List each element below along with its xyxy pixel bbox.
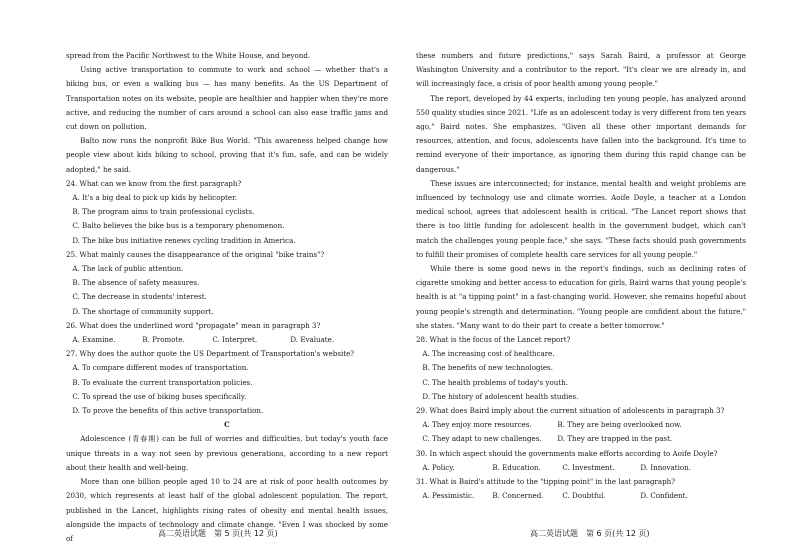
question-24: 24. What can we know from the first paragraph? [66,178,242,188]
options-row [416,432,746,446]
option: B. To evaluate the current transportation policies. [72,377,253,387]
options-row [416,461,746,475]
passage-b-paragraph: Using active transportation to commute to work and school — whether that's a biking bus, or even a walking bus — has many benefits. As the US Department of Transportation notes on its website, people are healthier and happier when they're more active, and reducing the number of cars around a school can also ease traffic jams and cut down on pollution. [66,65,388,132]
question-30: 30. In which aspect should the governments make efforts according to Aoife Doyle? [416,448,718,458]
option: B. The absence of safety measures. [72,278,200,288]
option: A. The lack of public attention. [72,264,184,274]
question-25: 25. What mainly causes the disappearance of the original "bike trains"? [66,249,325,259]
option: A. Examine. [72,335,116,345]
page-footer: 高二英语试题 第 6 页(共 12 页) [530,529,650,538]
option: C. Doubtful. [562,491,606,501]
option: B. Education. [492,462,541,472]
option: A. The increasing cost of healthcare. [422,349,555,359]
question-29: 29. What does Baird imply about the current situation of adolescents in paragraph 3? [416,406,725,416]
question-26: 26. What does the underlined word "propagate" mean in paragraph 3? [66,320,321,330]
option: D. Confident. [640,491,688,501]
option: D. To prove the benefits of this active transportation. [72,406,264,416]
option: D. Evaluate. [290,335,335,345]
page-footer: 高二英语试题 第 5 页(共 12 页) [158,529,278,538]
options-row [416,418,746,432]
option: B. The benefits of new technologies. [422,363,553,373]
option: C. They adapt to new challenges. [422,434,542,444]
option: D. They are trapped in the past. [557,434,673,444]
right-column [416,49,746,504]
option: B. Promote. [142,335,185,345]
left-column [66,49,388,546]
question-28: 28. What is the focus of the Lancet report? [416,335,571,345]
passage-c-paragraph: These issues are interconnected; for instance, mental health and weight problems are influenced by technology use and climate worries. Aoife Doyle, a teacher at a London medical school, agrees that adolescent health is critical. "The Lancet report shows that there is too little funding for adolescent health in the government budget, which can't match the challenges young people face," she says. "These facts should push governments to fulfill their promises of complete health care services for all young people." [416,178,746,259]
passage-c-paragraph: Adolescence (青春期) can be full of worries and difficulties, but today's youth face unique threats in a way not seen by previous generations, according to a new report about their health and well-being. [66,434,388,472]
option: C. The decrease in students' interest. [72,292,207,302]
option: B. The program aims to train professional cyclists. [72,207,255,217]
option: D. Innovation. [640,462,691,472]
option: A. Pessimistic. [422,491,475,501]
option: A. Policy. [422,462,455,472]
options-row [66,333,388,347]
option: C. Interpret. [212,335,258,345]
passage-c-continued: these numbers and future predictions," says Sarah Baird, a professor at George Washington University and a contributor to the report. "It's clear we are already in, and will increasingly face, a crisis of poor health among young people." [416,51,746,89]
option: A. It's a big deal to pick up kids by helicopter. [72,193,237,203]
option: C. Balto believes the bike bus is a temporary phenomenon. [72,221,285,231]
option: D. The shortage of community support. [72,306,214,316]
option: B. Concerned. [492,491,544,501]
question-31: 31. What is Baird's attitude to the "tipping point" in the last paragraph? [416,477,676,487]
section-heading-c: C [224,420,230,430]
option: B. They are being overlooked now. [557,420,682,430]
passage-b-paragraph: Balto now runs the nonprofit Bike Bus World. "This awareness helped change how people view about kids biking to school, proving that it's fun, safe, and can be widely adopted," he said. [66,136,388,174]
passage-c-paragraph: More than one billion people aged 10 to 24 are at risk of poor health outcomes by 2030, which represents at least half of the global adolescent population. The report, published in the Lancet, highlights rising rates of obesity and mental health issues, alongside the impacts of technology and climate change. "Even I was shocked by some of [66,477,388,543]
option: D. The history of adolescent health studies. [422,391,579,401]
option: C. The health problems of today's youth. [422,377,569,387]
question-27: 27. Why does the author quote the US Department of Transportation's website? [66,349,355,359]
passage-b-end: spread from the Pacific Northwest to the White House, and beyond. [66,51,311,60]
passage-c-paragraph: While there is some good news in the report's findings, such as declining rates of cigarette smoking and better access to education for girls, Baird warns that young people's health is at "a tipping point" in a fast-changing world. However, she remains hopeful about young people's strength and determination. "Young people are confident about the future," she states. "Many want to do their part to create a better tomorrow." [416,264,747,330]
exam-page-6 [400,0,800,558]
passage-c-paragraph: The report, developed by 44 experts, including ten young people, has analyzed around 550 quality studies since 2021. "Life as an adolescent today is very different from ten years ago," Baird notes. She emphasizes, "Given all these other important demands for resources, attention, and focus, adolescents have fallen into the background. It's time to remind everyone of their importance, as ignoring them during this rapid change can be dangerous." [416,93,746,174]
option: D. The bike bus initiative renews cycling tradition in America. [72,235,296,245]
option: A. To compare different modes of transportation. [72,363,249,373]
option: A. They enjoy more resources. [422,420,532,430]
option: C. Investment. [562,462,615,472]
option: C. To spread the use of biking buses specifically. [72,391,247,401]
options-row [416,489,746,503]
